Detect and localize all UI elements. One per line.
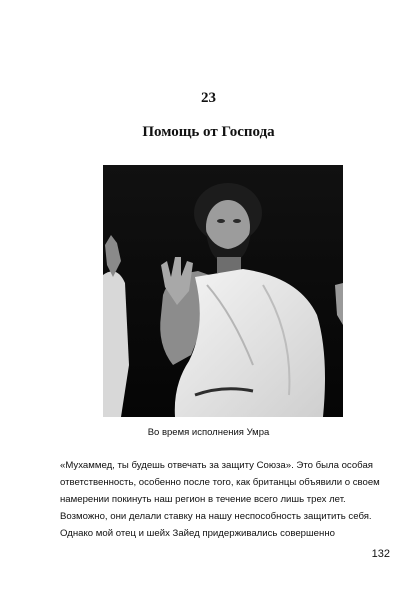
photo <box>103 165 343 417</box>
body-paragraph <box>60 458 390 543</box>
body-line: Возможно, они делали ставку на нашу неспособность защитить себя. <box>60 510 372 522</box>
body-line: намерении покинуть наш регион в течение всего лишь трех лет. <box>60 493 346 505</box>
page-number: 132 <box>371 548 390 560</box>
body-line: «Мухаммед, ты будешь отвечать за защиту Союза». Это была особая <box>60 460 373 471</box>
chapter-number: 23 <box>201 90 216 106</box>
body-line: Однако мой отец и шейх Зайед придерживались совершенно <box>60 527 335 539</box>
chapter-title: Помощь от Господа <box>142 124 275 140</box>
photo-caption: Во время исполнения Умра <box>147 427 270 438</box>
photo-illustration <box>103 165 343 417</box>
body-line: ответственность, особенно после того, как британцы объявили о своем <box>60 476 380 488</box>
